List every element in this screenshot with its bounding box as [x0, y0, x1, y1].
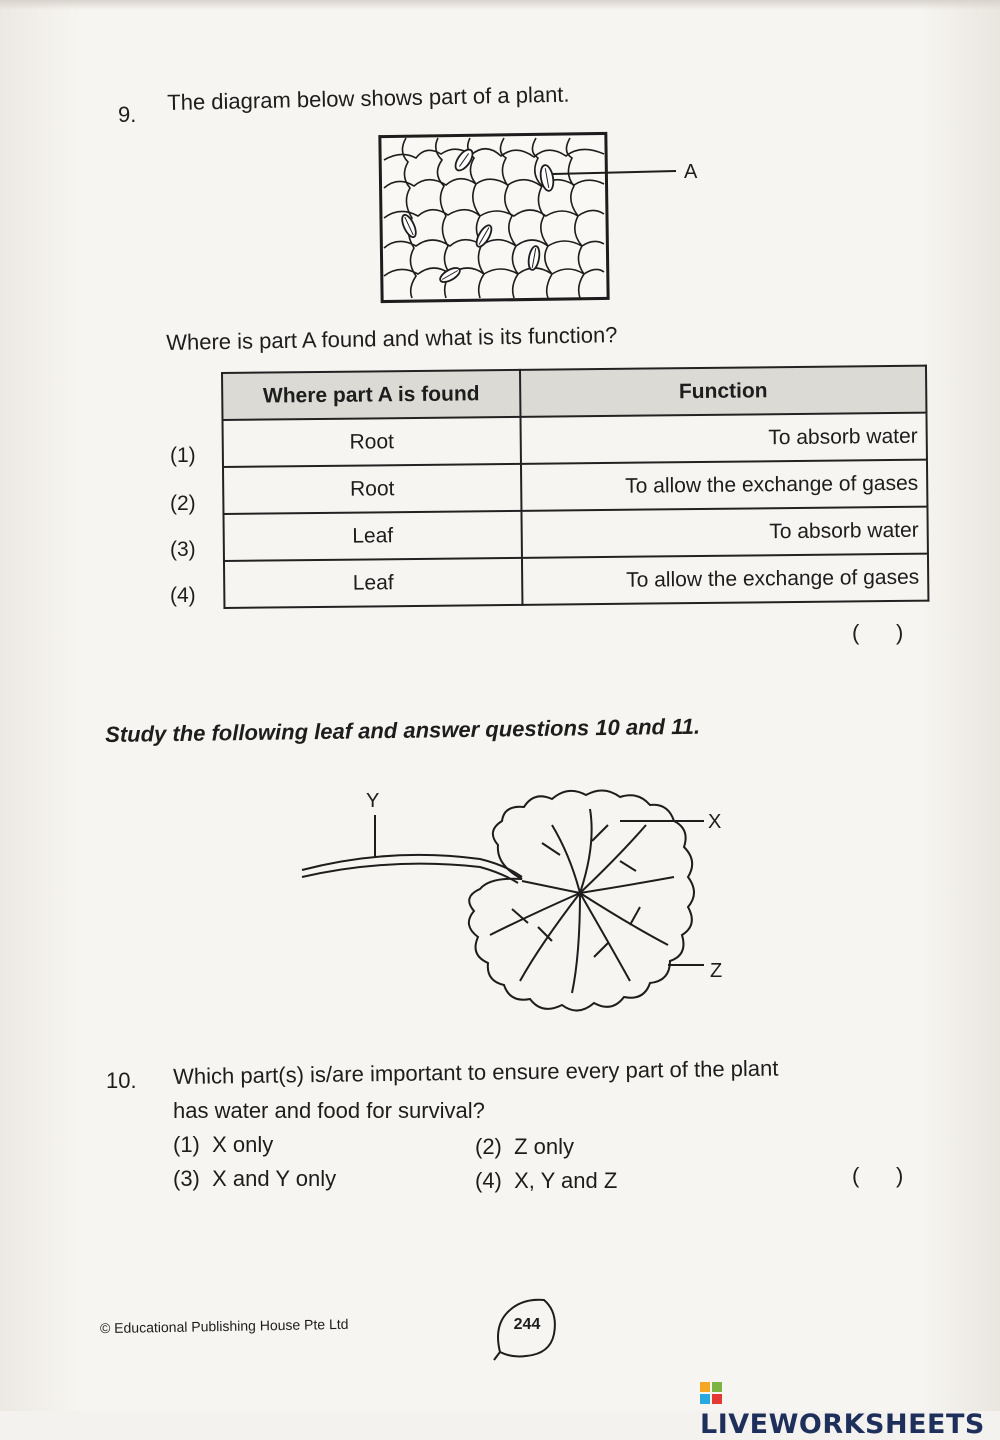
label-a: A — [684, 161, 698, 183]
table-option-4: (4) — [170, 584, 196, 607]
option-number: (4) — [475, 1168, 502, 1193]
cell-where: Leaf — [223, 511, 521, 561]
option-number: (3) — [173, 1166, 200, 1191]
option-text: X and Y only — [212, 1166, 337, 1191]
page-top-edge — [0, 0, 1000, 10]
option-number: (2) — [475, 1134, 502, 1159]
cell-where: Leaf — [224, 558, 522, 608]
table-option-3: (3) — [170, 538, 196, 561]
leaf-diagram — [290, 785, 750, 1045]
q10-line1: Which part(s) is/are important to ensure every part of the plant — [173, 1055, 779, 1089]
stomata-diagram — [376, 130, 716, 305]
q10-option-2[interactable] — [475, 1134, 574, 1160]
section-heading: Study the following leaf and answer questions 10 and 11. — [105, 713, 701, 747]
q9-text: The diagram below shows part of a plant. — [167, 81, 570, 115]
cell-function: To absorb water — [521, 507, 927, 558]
watermark-text: LIVEWORKSHEETS — [700, 1409, 985, 1440]
label-z: Z — [710, 960, 723, 982]
q10-option-1[interactable] — [173, 1132, 273, 1158]
cell-where: Root — [223, 464, 521, 514]
option-text: Z only — [514, 1134, 575, 1159]
table-row — [223, 507, 927, 561]
page-number-badge — [492, 1294, 562, 1364]
option-number: (1) — [173, 1132, 200, 1157]
q10-number: 10. — [106, 1068, 137, 1093]
table-header-row — [222, 366, 926, 420]
q10-answer-box[interactable]: ( ) — [852, 1163, 904, 1188]
answer-table — [221, 365, 929, 609]
label-y: Y — [366, 790, 380, 812]
liveworksheets-watermark — [700, 1378, 1000, 1440]
page-number: 244 — [513, 1316, 541, 1333]
q10-option-3[interactable] — [173, 1166, 336, 1192]
q9-number: 9. — [118, 102, 137, 127]
option-text: X only — [212, 1132, 274, 1157]
table-row — [223, 413, 927, 467]
q9-question: Where is part A found and what is its function? — [166, 322, 618, 355]
table-row — [224, 554, 928, 608]
cell-function: To allow the exchange of gases — [521, 460, 927, 511]
cell-function: To allow the exchange of gases — [522, 554, 928, 605]
table-option-2: (2) — [170, 492, 196, 515]
q10-line2: has water and food for survival? — [173, 1098, 485, 1123]
header-where: Where part A is found — [222, 370, 520, 420]
cell-where: Root — [223, 417, 521, 467]
option-text: X, Y and Z — [514, 1168, 618, 1193]
q10-option-4[interactable] — [475, 1168, 617, 1194]
label-x: X — [708, 811, 722, 833]
table-row — [223, 460, 927, 514]
table-option-1: (1) — [170, 444, 196, 467]
copyright-text: © Educational Publishing House Pte Ltd — [99, 1315, 349, 1337]
header-function: Function — [520, 366, 926, 417]
liveworksheets-logo-icon — [700, 1382, 722, 1404]
cell-function: To absorb water — [520, 413, 926, 464]
q9-answer-box[interactable]: ( ) — [852, 620, 904, 645]
